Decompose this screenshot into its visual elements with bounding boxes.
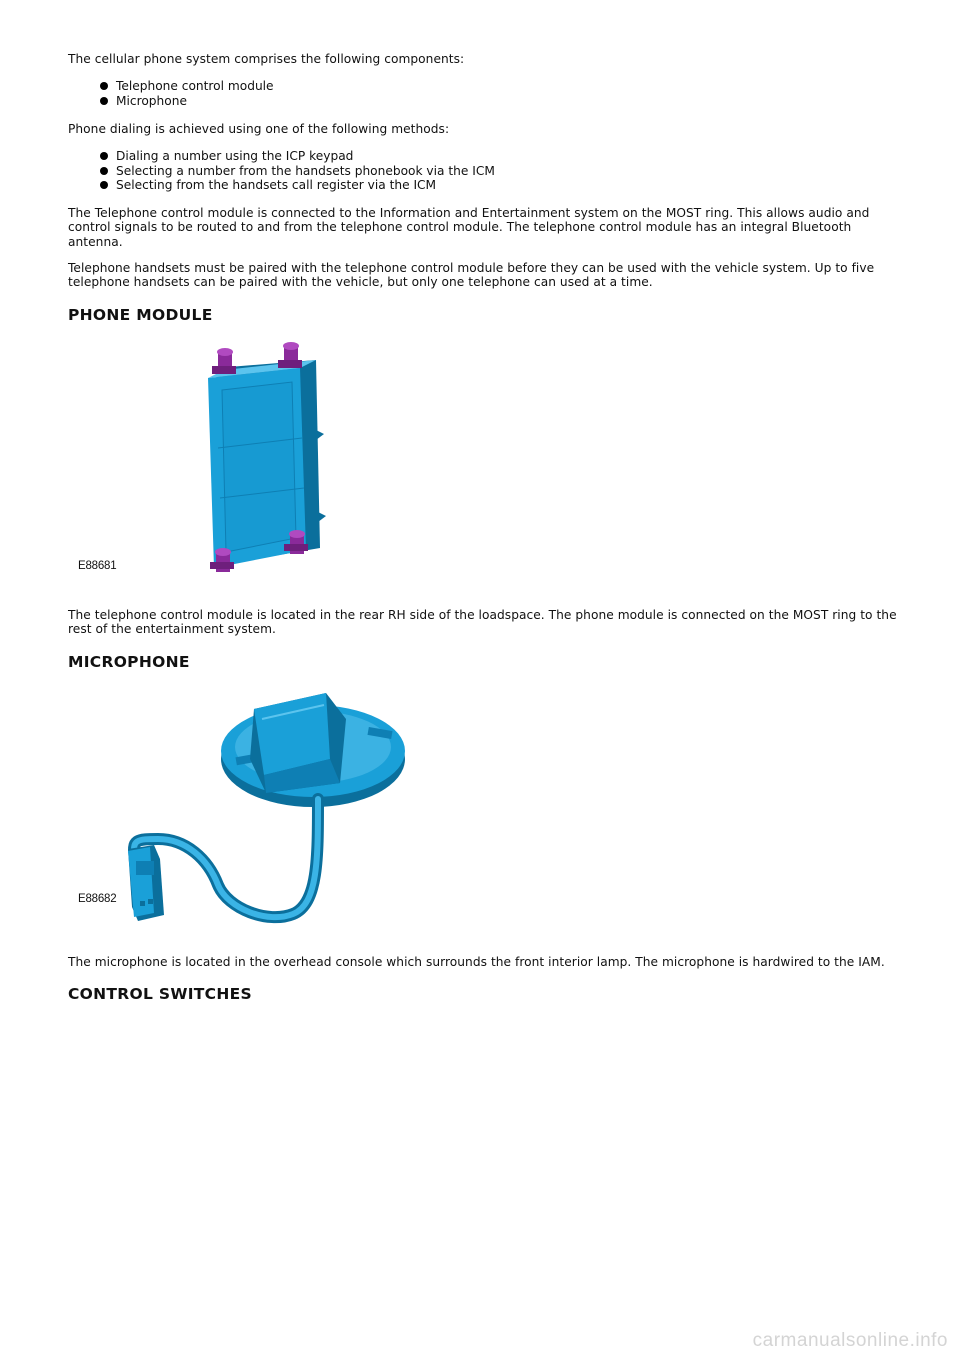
list-item: Selecting a number from the handsets phonebook via the ICM: [68, 164, 898, 179]
list-item: Microphone: [68, 94, 898, 109]
figure-label: E88682: [78, 892, 117, 905]
phone-module-description: The telephone control module is located in the rear RH side of the loadspace. The phone module is connected on the MOST ring to the rest of the entertainment system.: [68, 607, 897, 637]
components-intro: The cellular phone system comprises the following components:: [68, 52, 465, 66]
list-item: Selecting from the handsets call register via the ICM: [68, 178, 898, 193]
phone-module-heading: PHONE MODULE: [68, 305, 213, 324]
microphone-heading: MICROPHONE: [68, 652, 190, 671]
document-page: [68, 52, 898, 1003]
dialing-methods-list: [68, 149, 898, 193]
list-item: Telephone control module: [68, 79, 898, 94]
components-list: [68, 79, 898, 108]
most-ring-paragraph: The Telephone control module is connected to the Information and Entertainment system on the MOST ring. This allows audio and control signals to be routed to and from the telephone control module. The telephone control module has an integral Bluetooth antenna.: [68, 205, 870, 249]
microphone-description: The microphone is located in the overhead console which surrounds the front interior lamp. The microphone is hardwired to the IAM.: [68, 954, 885, 969]
dialing-intro: Phone dialing is achieved using one of the following methods:: [68, 121, 450, 136]
control-switches-heading: CONTROL SWITCHES: [68, 985, 252, 1004]
microphone-figure: [68, 689, 898, 951]
pairing-paragraph: Telephone handsets must be paired with the telephone control module before they can be used with the vehicle system. Up to five telephone handsets can be paired with the vehicle, but only one telephone can used at a time.: [68, 261, 875, 290]
watermark-text: carmanualsonline.info: [752, 1330, 948, 1351]
figure-label: E88681: [78, 559, 117, 572]
phone-module-figure: [68, 338, 898, 600]
microphone-illustration: [68, 689, 408, 951]
list-item: Dialing a number using the ICP keypad: [68, 149, 898, 164]
